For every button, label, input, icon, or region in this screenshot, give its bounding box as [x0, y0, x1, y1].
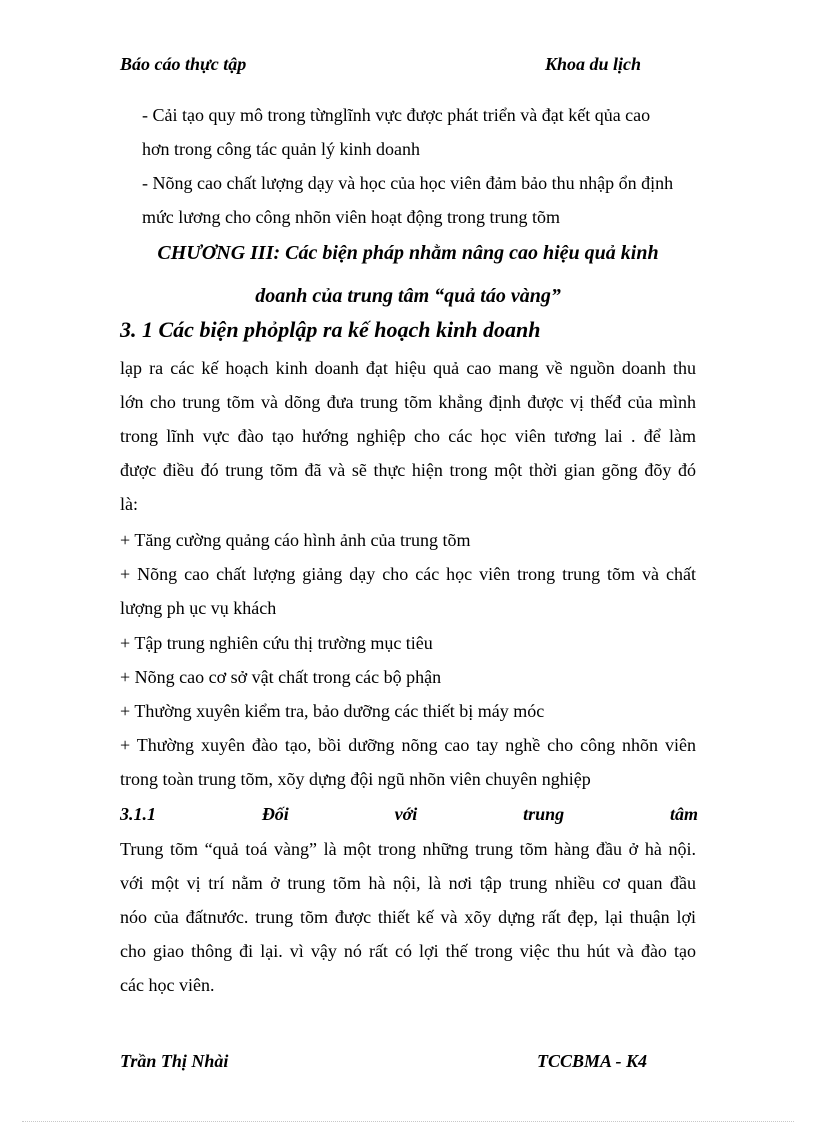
subsection-word-3: trung [523, 804, 565, 824]
plus-item-5: + Thường xuyên kiểm tra, bảo dưỡng các thiết bị máy móc [120, 701, 545, 721]
subsection-paragraph-line-5: các học viên. [120, 975, 215, 995]
chapter-title-line-1: CHƯƠNG III: Các biện pháp nhằm nâng cao hiệu quả kinh [157, 242, 659, 264]
subsection-paragraph-line-2: với một vị trí nằm ở trung tõm hà nội, là nơi tập trung nhiều cơ quan đầu [120, 873, 696, 893]
intro-line-2: hơn trong công tác quản lý kinh doanh [142, 139, 420, 159]
subsection-heading [120, 802, 698, 826]
header-right: Khoa du lịch [545, 54, 642, 74]
subsection-word-1: Đối [261, 804, 289, 824]
plus-item-3: + Tập trung nghiên cứu thị trường mục tiêu [120, 633, 433, 653]
intro-line-3: - Nõng cao chất lượng dạy và học của học viên đảm bảo thu nhập ổn định [142, 173, 674, 193]
plus-item-6: + Thường xuyên đào tạo, bồi dưỡng nõng cao tay nghề cho công nhõn viên [120, 735, 696, 755]
plus-item-2: + Nõng cao chất lượng giảng dạy cho các học viên trong trung tõm và chất [120, 564, 696, 584]
section-paragraph-line-5: là: [120, 494, 138, 514]
intro-line-4: mức lương cho công nhõn viên hoạt động trong trung tõm [142, 207, 560, 227]
section-title: 3. 1 Các biện phỏplập ra kế hoạch kinh doanh [120, 317, 541, 342]
section-paragraph-line-1: lạp ra các kế hoạch kinh doanh đạt hiệu quả cao mang về nguồn doanh thu [120, 358, 696, 378]
section-paragraph-line-4: được điều đó trung tõm đã và sẽ thực hiện trong một thời gian gõng đõy đó [120, 460, 696, 480]
subsection-number: 3.1.1 [120, 804, 156, 824]
subsection-paragraph-line-4: cho giao thông đi lại. vì vậy nó rất có lợi thế trong việc thu hút và đào tạo [120, 941, 696, 961]
plus-item-2-cont: lượng ph ục vụ khách [120, 598, 277, 618]
intro-line-1: - Cải tạo quy mô trong từnglĩnh vực được phát triển và đạt kết qủa cao [142, 105, 651, 125]
plus-item-6-cont: trong toàn trung tõm, xõy dựng đội ngũ nhõn viên chuyên nghiệp [120, 769, 591, 789]
header-left: Báo cáo thực tập [120, 54, 247, 74]
page-bottom-divider [22, 1121, 794, 1122]
footer-right: TCCBMA - K4 [537, 1051, 648, 1071]
subsection-word-4: tâm [669, 804, 698, 824]
section-paragraph-line-2: lớn cho trung tõm và dõng đưa trung tõm khẳng định được vị thếđ của mình [120, 392, 696, 412]
plus-item-1: + Tăng cường quảng cáo hình ảnh của trung tõm [120, 530, 471, 550]
chapter-title-line-2: doanh của trung tâm “quả táo vàng” [255, 285, 561, 307]
subsection-paragraph-line-1: Trung tõm “quả toá vàng” là một trong những trung tõm hàng đầu ở hà nội. [120, 839, 696, 859]
section-paragraph-line-3: trong lĩnh vực đào tạo hướng nghiệp cho các học viên tương lai . để làm [120, 426, 696, 446]
footer-left: Trần Thị Nhài [120, 1051, 229, 1071]
subsection-paragraph-line-3: nóo của đấtnước. trung tõm được thiết kế và xõy dựng rất đẹp, lại thuận lợi [120, 907, 696, 927]
subsection-word-2: với [394, 804, 418, 824]
plus-item-4: + Nõng cao cơ sở vật chất trong các bộ phận [120, 667, 442, 687]
